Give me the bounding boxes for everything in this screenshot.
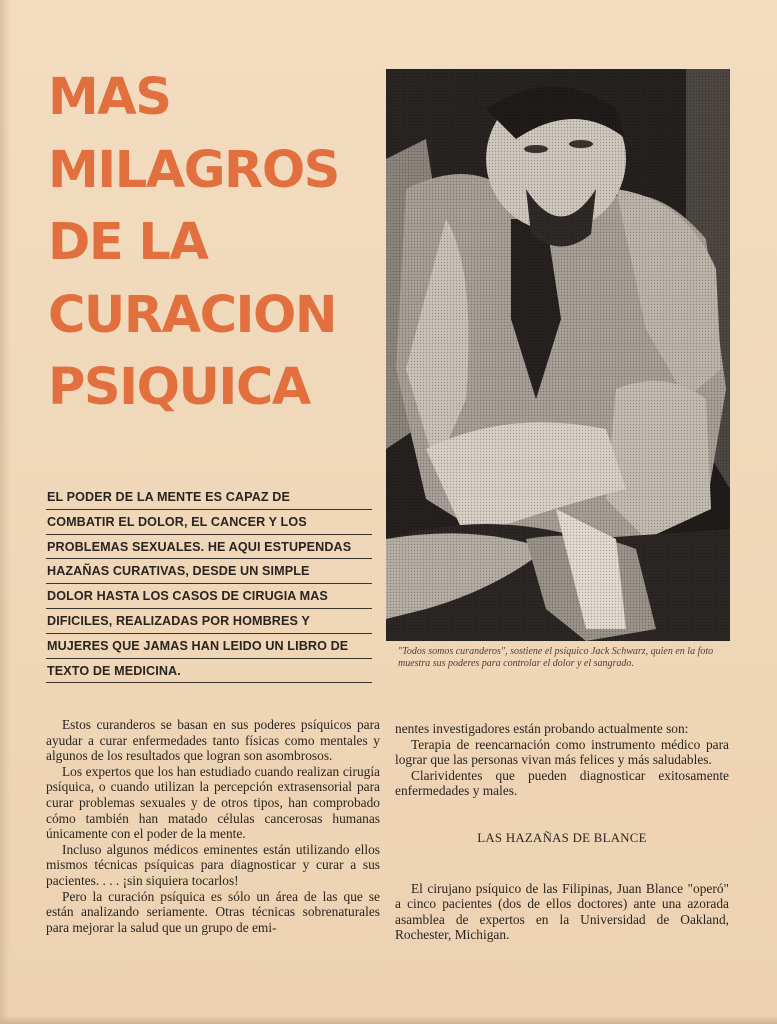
subhead-line: DOLOR HASTA LOS CASOS DE CIRUGIA MAS — [46, 585, 372, 609]
page-edge-bottom — [0, 1016, 777, 1024]
title-line: MAS — [48, 68, 171, 127]
article-photo — [386, 69, 730, 641]
subhead-line: DIFICILES, REALIZADAS POR HOMBRES Y — [46, 610, 372, 634]
subhead-line: COMBATIR EL DOLOR, EL CANCER Y LOS — [46, 511, 372, 535]
page-edge-left — [0, 0, 10, 1024]
article-title — [48, 62, 378, 425]
article-column-2 — [395, 721, 729, 943]
paragraph: Estos curanderos se basan en sus poderes psíquicos para ayudar a curar enfermedades tanto físicas como mentales y algunos de los resultados que logran son asombrosos. — [46, 717, 380, 764]
title-line: CURACION — [48, 285, 337, 345]
paragraph: El cirujano psíquico de las Filipinas, Juan Blance "operó" a cinco pacientes (dos de ellos doctores) ante una azorada asamblea de expertos en la Universidad de Oakland, Rochester, Michigan. — [395, 880, 729, 943]
halftone-photo-of-healer — [386, 69, 730, 641]
article-column-1 — [46, 717, 380, 935]
title-line: PSIQUICA — [48, 358, 310, 417]
subhead-line: PROBLEMAS SEXUALES. HE AQUI ESTUPENDAS — [46, 536, 372, 560]
section-heading: LAS HAZAÑAS DE BLANCE — [477, 830, 647, 845]
paragraph: Clarividentes que pueden diagnosticar exitosamente enfermedades y males. — [395, 767, 729, 799]
paragraph: Incluso algunos médicos eminentes están utilizando ellos mismos técnicas psíquicas para diagnosticar y curar a sus pacientes. . . . ¡sin siquiera tocarlos! — [46, 841, 380, 888]
subhead-line: TEXTO DE MEDICINA. — [46, 660, 372, 684]
paragraph: Terapia de reencarnación como instrumento médico para lograr que las personas vivan más felices y más saludables. — [395, 736, 729, 768]
paragraph: nentes investigadores están probando actualmente son: — [395, 721, 689, 736]
subhead-line: EL PODER DE LA MENTE ES CAPAZ DE — [46, 486, 372, 510]
title-line: DE LA — [48, 213, 208, 272]
subhead-line: MUJERES QUE JAMAS HAN LEIDO UN LIBRO DE — [46, 635, 372, 659]
subhead-line: HAZAÑAS CURATIVAS, DESDE UN SIMPLE — [46, 560, 372, 584]
paragraph: Los expertos que los han estudiado cuando realizan cirugía psíquica, o cuando utilizan la percepción extrasensorial para curar problemas sexuales y de otros tipos, han comprobado cómo también han matado células cancerosas humanas únicamente con el poder de la mente. — [46, 763, 380, 842]
paragraph: Pero la curación psíquica es sólo un área de las que se están analizando seriamente. Otras técnicas sobrenaturales para mejorar la salud que un grupo de emi- — [46, 888, 380, 935]
article-subhead — [46, 486, 372, 684]
photo-caption: "Todos somos curanderos", sostiene el psíquico Jack Schwarz, quien en la foto muestra sus poderes para controlar el dolor y el sangrado. — [398, 646, 714, 670]
title-line: MILAGROS — [48, 140, 339, 200]
